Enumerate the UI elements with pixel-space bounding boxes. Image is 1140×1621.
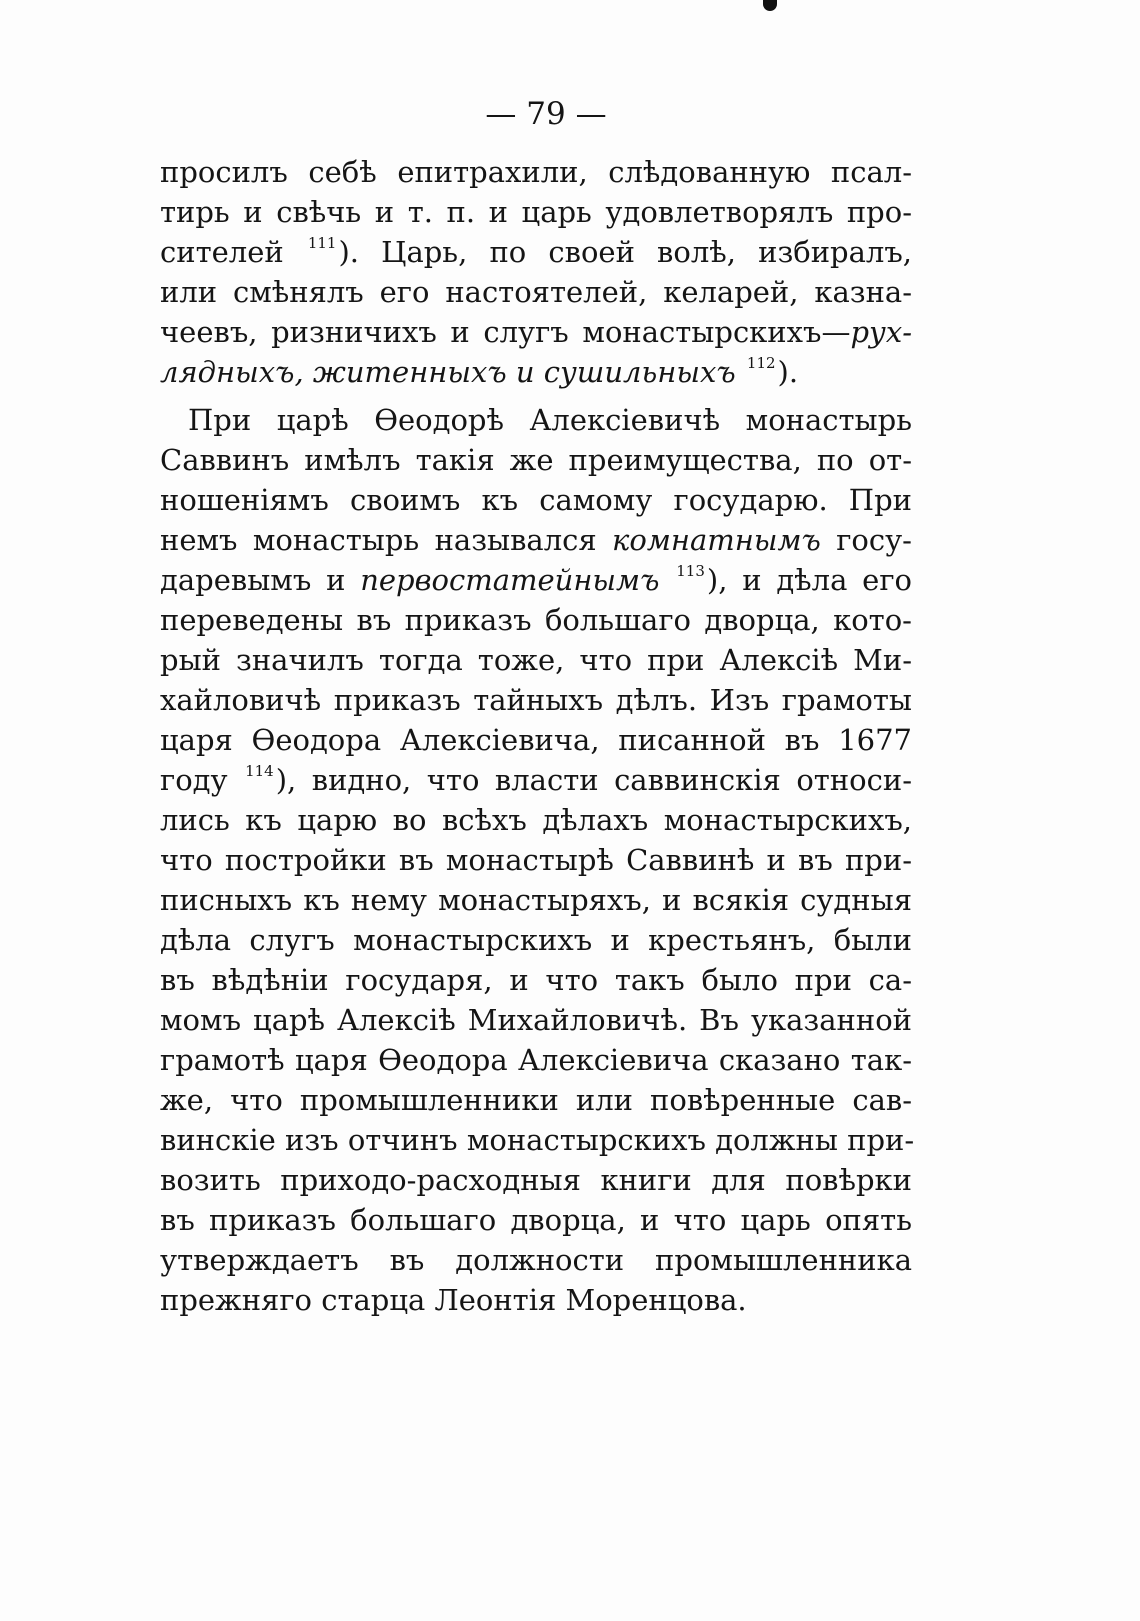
text-line: [160, 1000, 912, 1040]
text-line: [160, 480, 912, 520]
text-segment: переведены въ приказъ большаго дворца, кото-: [160, 603, 912, 637]
text-line: [160, 880, 912, 920]
text-line: [160, 840, 912, 880]
text-line: [160, 1160, 912, 1200]
paragraph-gap: [160, 392, 912, 400]
text-segment: [736, 355, 745, 389]
text-segment: утверждаетъ въ должности промышленника: [160, 1243, 912, 1277]
footnote-reference: 112: [746, 354, 776, 373]
text-line: [160, 760, 912, 800]
text-segment: сителей: [160, 235, 306, 269]
text-segment: прежняго старца Леонтія Моренцова.: [160, 1283, 747, 1317]
text-line: [160, 800, 912, 840]
text-segment: хайловичѣ приказъ тайныхъ дѣлъ. Изъ грамоты: [160, 683, 912, 717]
text-line: [160, 312, 912, 352]
text-segment: лись къ царю во всѣхъ дѣлахъ монастырскихъ,: [160, 803, 912, 837]
text-line: [160, 560, 912, 600]
text-line: [160, 272, 912, 312]
text-segment: ), видно, что власти саввинскія относи-: [275, 763, 912, 797]
text-segment: момъ царѣ Алексіѣ Михайловичѣ. Въ указанной: [160, 1003, 912, 1037]
text-segment: грамотѣ царя Ѳеодора Алексіевича сказано так-: [160, 1043, 912, 1077]
text-segment: Саввинъ имѣлъ такія же преимущества, по от-: [160, 443, 912, 477]
page-number: — 79 —: [485, 96, 607, 132]
italic-term: комнатнымъ: [612, 523, 821, 557]
text-line: [160, 1040, 912, 1080]
text-segment: рый значилъ тогда тоже, что при Алексіѣ Ми-: [160, 643, 912, 677]
italic-term: рух-: [850, 315, 912, 349]
text-segment: или смѣнялъ его настоятелей, келарей, казна-: [160, 275, 912, 309]
text-segment: писныхъ къ нему монастыряхъ, и всякія судныя: [160, 883, 912, 917]
text-line: [160, 1120, 915, 1160]
text-line: [160, 1240, 912, 1280]
text-line: [160, 1280, 912, 1320]
text-line: [160, 520, 912, 560]
text-line: [160, 920, 912, 960]
text-segment: году: [160, 763, 244, 797]
text-segment: даревымъ и: [160, 563, 361, 597]
paragraph: [160, 152, 912, 392]
text-segment: тирь и свѣчь и т. п. и царь удовлетворялъ про-: [160, 195, 912, 229]
text-segment: просилъ себѣ епитрахили, слѣдованную псал-: [160, 155, 912, 189]
text-segment: ), и дѣла его: [706, 563, 912, 597]
text-segment: ). Царь, по своей волѣ, избиралъ,: [338, 235, 912, 269]
paragraph: [160, 400, 915, 1320]
footnote-reference: 114: [245, 762, 274, 781]
text-line: [160, 400, 912, 440]
text-line: [160, 192, 912, 232]
text-line: [160, 640, 912, 680]
text-segment: немъ монастырь назывался: [160, 523, 613, 557]
text-segment: винскіе изъ отчинъ монастырскихъ должны при-: [160, 1123, 915, 1157]
text-segment: возить приходо-расходныя книги для повѣрки: [160, 1163, 912, 1197]
text-line: [160, 152, 912, 192]
text-line: [160, 720, 912, 760]
text-segment: царя Ѳеодора Алексіевича, писанной въ 1677: [160, 723, 912, 757]
footnote-reference: 111: [307, 234, 337, 253]
text-segment: ношеніямъ своимъ къ самому государю. При: [160, 483, 912, 517]
text-segment: въ вѣдѣніи государя, и что такъ было при са-: [160, 963, 912, 997]
text-segment: чеевъ, ризничихъ и слугъ монастырскихъ—: [160, 315, 851, 349]
text-line: [160, 232, 912, 272]
text-segment: же, что промышленники или повѣренные сав-: [160, 1083, 912, 1117]
italic-term: первостатейнымъ: [360, 563, 660, 597]
text-segment: дѣла слугъ монастырскихъ и крестьянъ, были: [160, 923, 912, 957]
text-segment: При царѣ Ѳеодорѣ Алексіевичѣ монастырь: [188, 403, 912, 437]
text-segment: что постройки въ монастырѣ Саввинѣ и въ при-: [160, 843, 912, 877]
text-line: [160, 680, 912, 720]
ink-speck: [763, 0, 777, 11]
italic-term: лядныхъ, житенныхъ и сушильныхъ: [160, 355, 736, 389]
text-line: [160, 960, 912, 1000]
text-segment: ).: [777, 355, 799, 389]
text-line: [160, 440, 912, 480]
text-segment: въ приказъ большаго дворца, и что царь опять: [160, 1203, 912, 1237]
body-text: [160, 152, 915, 1320]
text-line: [160, 1080, 912, 1120]
text-line: [160, 600, 912, 640]
text-line: [160, 1200, 912, 1240]
text-segment: [659, 563, 674, 597]
text-line: [160, 352, 912, 392]
text-segment: госу-: [820, 523, 912, 557]
footnote-reference: 113: [676, 562, 705, 581]
